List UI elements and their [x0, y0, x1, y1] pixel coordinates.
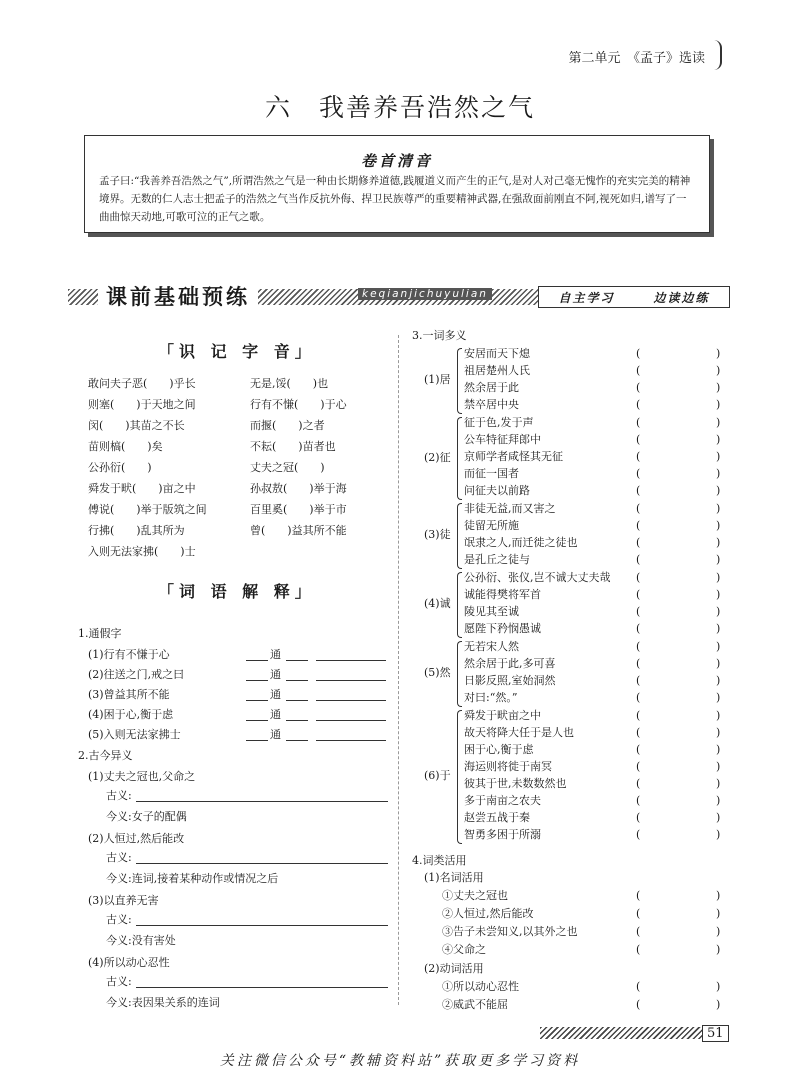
- gujin-question: (2)人恒过,然后能改: [88, 832, 185, 845]
- gujin-ancient-label: 古义:: [106, 789, 132, 802]
- answer-paren-open: (: [636, 484, 641, 497]
- answer-paren-open: (: [636, 519, 641, 532]
- polysemy-item: 问征夫以前路: [464, 484, 530, 497]
- gujin-modern: 今义:表因果关系的连词: [106, 996, 220, 1009]
- answer-blank: [316, 668, 386, 681]
- polysemy-label: (6)于: [424, 769, 451, 782]
- answer-paren-close: ): [716, 398, 721, 411]
- page-number: 51: [702, 1025, 729, 1042]
- pronounce-item: 百里奚( )举于市: [250, 503, 347, 516]
- answer-paren-close: ): [716, 889, 721, 902]
- answer-paren-close: ): [716, 998, 721, 1011]
- polysemy-title: 3.一词多义: [412, 329, 467, 342]
- pronounce-item: 则塞( )于天地之间: [88, 398, 196, 411]
- answer-paren-close: ): [716, 794, 721, 807]
- answer-paren-close: ): [716, 381, 721, 394]
- answer-paren-close: ): [716, 433, 721, 446]
- gujin-modern: 今义:没有害处: [106, 934, 176, 947]
- answer-blank: [286, 708, 308, 721]
- answer-blank: [246, 728, 268, 741]
- polysemy-brace: [457, 641, 462, 707]
- answer-paren-open: (: [636, 828, 641, 841]
- answer-paren-close: ): [716, 828, 721, 841]
- pronounce-item: 行拂( )乱其所为: [88, 524, 185, 537]
- page-title: 六 我善养吾浩然之气: [264, 93, 535, 122]
- answer-blank: [316, 648, 386, 661]
- class-sub2: (2)动词活用: [424, 962, 484, 975]
- polysemy-item: 禁卒居中央: [464, 398, 519, 411]
- answer-paren-open: (: [636, 640, 641, 653]
- polysemy-item: 公孙衍、张仪,岂不诚大丈夫哉: [464, 571, 611, 584]
- answer-blank: [316, 688, 386, 701]
- class-title: 4.词类活用: [412, 854, 467, 867]
- column-divider: [398, 335, 399, 1005]
- polysemy-item: 智勇多困于所溺: [464, 828, 541, 841]
- pronounce-item: 入则无法家拂( )士: [88, 545, 196, 558]
- polysemy-item: 非徒无益,而又害之: [464, 502, 556, 515]
- answer-paren-open: (: [636, 536, 641, 549]
- answer-paren-close: ): [716, 571, 721, 584]
- answer-paren-open: (: [636, 571, 641, 584]
- class-sub1: (1)名词活用: [424, 871, 484, 884]
- answer-paren-open: (: [636, 622, 641, 635]
- answer-paren-close: ): [716, 502, 721, 515]
- answer-blank: [286, 688, 308, 701]
- answer-paren-close: ): [716, 943, 721, 956]
- tongjiazi-title: 1.通假字: [78, 627, 122, 640]
- answer-blank: [286, 668, 308, 681]
- polysemy-item: 征于色,发于声: [464, 416, 534, 429]
- answer-blank: [316, 728, 386, 741]
- polysemy-item: 诚能得樊将军首: [464, 588, 541, 601]
- class-item: ①丈夫之冠也: [442, 889, 508, 902]
- tongjiazi-item: (5)入则无法家拂士: [88, 728, 181, 741]
- banner-tag-left: 自主学习: [558, 290, 615, 305]
- footer-stripe: [540, 1027, 710, 1039]
- polysemy-item: 多于南亩之农夫: [464, 794, 541, 807]
- class-item: ①所以动心忍性: [442, 980, 519, 993]
- answer-paren-close: ): [716, 640, 721, 653]
- polysemy-item: 然余居于此: [464, 381, 519, 394]
- tong-label: 通: [270, 708, 281, 721]
- pronounce-item: 曾( )益其所不能: [250, 524, 347, 537]
- answer-paren-close: ): [716, 467, 721, 480]
- pronounce-heading: 「识 记 字 音」: [158, 342, 316, 361]
- answer-paren-open: (: [636, 502, 641, 515]
- vocab-heading: 「词 语 解 释」: [158, 582, 316, 601]
- answer-blank: [316, 708, 386, 721]
- gujin-title: 2.古今异义: [78, 749, 133, 762]
- polysemy-item: 困于心,衡于虑: [464, 743, 534, 756]
- polysemy-item: 愿陛下矜悯愚诚: [464, 622, 541, 635]
- polysemy-brace: [457, 348, 462, 414]
- answer-paren-open: (: [636, 777, 641, 790]
- answer-paren-open: (: [636, 907, 641, 920]
- answer-blank: [286, 728, 308, 741]
- answer-paren-open: (: [636, 943, 641, 956]
- pronounce-item: 傅说( )举于版筑之间: [88, 503, 207, 516]
- intro-box: [84, 135, 710, 233]
- polysemy-brace: [457, 417, 462, 500]
- pronounce-item: 无是,馁( )也: [250, 377, 329, 390]
- answer-paren-close: ): [716, 760, 721, 773]
- answer-blank: [136, 913, 388, 926]
- section-banner: [68, 282, 732, 312]
- answer-blank: [136, 851, 388, 864]
- polysemy-brace: [457, 503, 462, 569]
- class-item: ②威武不能屈: [442, 998, 508, 1011]
- answer-paren-open: (: [636, 691, 641, 704]
- answer-paren-close: ): [716, 811, 721, 824]
- answer-paren-close: ): [716, 980, 721, 993]
- answer-paren-open: (: [636, 347, 641, 360]
- polysemy-item: 舜发于畎亩之中: [464, 709, 541, 722]
- polysemy-item: 是孔丘之徒与: [464, 553, 530, 566]
- answer-paren-close: ): [716, 777, 721, 790]
- polysemy-item: 故天将降大任于是人也: [464, 726, 574, 739]
- answer-paren-open: (: [636, 364, 641, 377]
- pronounce-item: 孙叔敖( )举于海: [250, 482, 347, 495]
- answer-paren-close: ): [716, 364, 721, 377]
- polysemy-brace: [457, 710, 462, 844]
- polysemy-item: 无若宋人然: [464, 640, 519, 653]
- polysemy-label: (1)居: [424, 373, 451, 386]
- polysemy-item: 公车特征拜郎中: [464, 433, 541, 446]
- gujin-ancient-label: 古义:: [106, 913, 132, 926]
- answer-paren-open: (: [636, 657, 641, 670]
- class-item: ④父命之: [442, 943, 486, 956]
- polysemy-item: 京师学者咸怪其无征: [464, 450, 563, 463]
- answer-paren-open: (: [636, 381, 641, 394]
- tong-label: 通: [270, 728, 281, 741]
- tong-label: 通: [270, 648, 281, 661]
- polysemy-item: 赵尝五战于秦: [464, 811, 530, 824]
- answer-paren-open: (: [636, 467, 641, 480]
- polysemy-item: 海运则将徙于南冥: [464, 760, 552, 773]
- pronounce-item: 公孙衍( ): [88, 461, 152, 474]
- answer-paren-close: ): [716, 519, 721, 532]
- answer-paren-close: ): [716, 622, 721, 635]
- intro-heading: 卷首清音: [360, 152, 433, 170]
- pronounce-item: 而揠( )之者: [250, 419, 325, 432]
- tongjiazi-item: (3)曾益其所不能: [88, 688, 170, 701]
- tongjiazi-item: (4)困于心,衡于虑: [88, 708, 174, 721]
- answer-blank: [286, 648, 308, 661]
- pronounce-item: 不耘( )苗者也: [250, 440, 336, 453]
- answer-paren-open: (: [636, 588, 641, 601]
- pronounce-item: 闵( )其苗之不长: [88, 419, 185, 432]
- answer-paren-open: (: [636, 811, 641, 824]
- answer-paren-open: (: [636, 760, 641, 773]
- polysemy-label: (5)然: [424, 666, 451, 679]
- polysemy-item: 彼其于世,未数数然也: [464, 777, 567, 790]
- polysemy-item: 氓隶之人,而迁徙之徒也: [464, 536, 578, 549]
- answer-paren-close: ): [716, 484, 721, 497]
- polysemy-item: 对曰:“然。”: [464, 691, 518, 704]
- tongjiazi-item: (1)行有不慊于心: [88, 648, 170, 661]
- answer-blank: [246, 708, 268, 721]
- answer-paren-open: (: [636, 433, 641, 446]
- answer-paren-open: (: [636, 709, 641, 722]
- polysemy-item: 而征一国者: [464, 467, 519, 480]
- answer-paren-close: ): [716, 907, 721, 920]
- answer-paren-close: ): [716, 657, 721, 670]
- answer-paren-open: (: [636, 889, 641, 902]
- gujin-modern: 今义:女子的配偶: [106, 810, 187, 823]
- answer-blank: [136, 975, 388, 988]
- answer-paren-close: ): [716, 536, 721, 549]
- answer-paren-close: ): [716, 709, 721, 722]
- banner-tag-right: 边读边练: [653, 290, 710, 305]
- unit-label: 第二单元 《孟子》选读: [568, 51, 705, 66]
- answer-paren-close: ): [716, 925, 721, 938]
- pronounce-item: 舜发于畎( )亩之中: [88, 482, 196, 495]
- gujin-question: (4)所以动心忍性: [88, 956, 170, 969]
- header-bracket: [714, 40, 722, 70]
- gujin-modern: 今义:连词,接着某种动作或情况之后: [106, 872, 279, 885]
- tong-label: 通: [270, 668, 281, 681]
- answer-paren-open: (: [636, 998, 641, 1011]
- gujin-question: (3)以直养无害: [88, 894, 159, 907]
- polysemy-item: 陵见其至诚: [464, 605, 519, 618]
- answer-blank: [246, 688, 268, 701]
- answer-paren-open: (: [636, 925, 641, 938]
- class-item: ②人恒过,然后能改: [442, 907, 534, 920]
- answer-paren-close: ): [716, 450, 721, 463]
- gujin-question: (1)丈夫之冠也,父命之: [88, 770, 196, 783]
- banner-pinyin: keqianjichuyulian: [358, 288, 492, 300]
- answer-paren-open: (: [636, 726, 641, 739]
- polysemy-label: (2)征: [424, 450, 451, 464]
- answer-paren-close: ): [716, 553, 721, 566]
- answer-paren-open: (: [636, 980, 641, 993]
- answer-paren-open: (: [636, 674, 641, 687]
- answer-paren-close: ): [716, 347, 721, 360]
- answer-blank: [136, 789, 388, 802]
- answer-paren-open: (: [636, 794, 641, 807]
- answer-paren-open: (: [636, 743, 641, 756]
- answer-paren-close: ): [716, 588, 721, 601]
- promo-text: 关注微信公众号“教辅资料站”获取更多学习资料: [219, 1053, 581, 1069]
- pronounce-item: 丈夫之冠( ): [250, 461, 325, 474]
- tongjiazi-item: (2)往送之门,戒之曰: [88, 668, 185, 681]
- answer-paren-open: (: [636, 605, 641, 618]
- banner-title: 课前基础预练: [98, 281, 258, 311]
- polysemy-item: 安居而天下熄: [464, 347, 530, 360]
- polysemy-brace: [457, 572, 462, 638]
- intro-text: 孟子曰:“我善养吾浩然之气”,所谓浩然之气是一种由长期修养道德,践履道义而产生的正气,是对人对己毫无愧怍的充实完美的精神境界。无数的仁人志士把孟子的浩然之气当作反抗外侮、捍卫民族尊严的重要精神武器,在强敌面前刚直不阿,视死如归,谱写了一曲曲惊天动地,可歌可泣的正气之歌。: [99, 175, 691, 223]
- answer-paren-open: (: [636, 553, 641, 566]
- polysemy-label: (4)诚: [424, 597, 451, 610]
- answer-paren-close: ): [716, 691, 721, 704]
- polysemy-item: 祖居楚州人氏: [464, 364, 530, 377]
- polysemy-label: (3)徒: [424, 528, 451, 541]
- polysemy-item: 徒留无所施: [464, 519, 519, 532]
- answer-blank: [246, 668, 268, 681]
- answer-paren-close: ): [716, 605, 721, 618]
- answer-blank: [246, 648, 268, 661]
- gujin-ancient-label: 古义:: [106, 975, 132, 988]
- pronounce-item: 苗则槁( )矣: [88, 440, 163, 453]
- answer-paren-close: ): [716, 674, 721, 687]
- answer-paren-close: ): [716, 726, 721, 739]
- answer-paren-close: ): [716, 416, 721, 429]
- tong-label: 通: [270, 688, 281, 701]
- answer-paren-close: ): [716, 743, 721, 756]
- answer-paren-open: (: [636, 398, 641, 411]
- class-item: ③告子未尝知义,以其外之也: [442, 925, 578, 938]
- polysemy-item: 日影反照,室始洞然: [464, 674, 556, 687]
- answer-paren-open: (: [636, 450, 641, 463]
- pronounce-item: 敢问夫子恶( )乎长: [88, 377, 196, 390]
- polysemy-item: 然余居于此,多可喜: [464, 657, 556, 670]
- banner-tags: [538, 286, 730, 308]
- gujin-ancient-label: 古义:: [106, 851, 132, 864]
- answer-paren-open: (: [636, 416, 641, 429]
- pronounce-item: 行有不慊( )于心: [250, 398, 347, 411]
